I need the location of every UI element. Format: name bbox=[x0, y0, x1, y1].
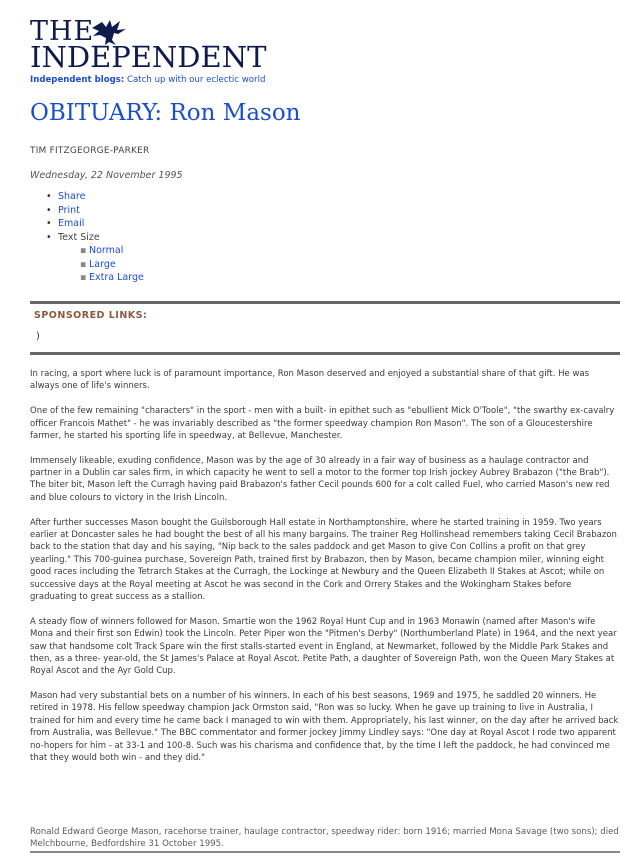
body-paragraph: A steady flow of winners followed for Mason. Smartie won the 1962 Royal Hunt Cup and in 1963 Monawin (named after Mason's wife Mona and their first son Edwin) took the Lincoln. Peter Piper won the "Pitmen's Derby" (Northumberland Plate) in 1964, and the next year saw that handsome colt Track Spare win the first stalls-started event in England, at Newmarket, followed by the Middle Park Stakes and then, as a three- year-old, the St James's Palace at Royal Ascot. Petite Path, a daughter of Sovereign Path, won the Queen Mary Stakes at Royal Ascot and the Ayr Gold Cup. bbox=[30, 616, 617, 677]
sponsored-links-heading: SPONSORED LINKS: bbox=[34, 310, 148, 321]
email-item bbox=[30, 217, 144, 231]
share-item bbox=[30, 190, 144, 204]
body-paragraph: Immensely likeable, exuding confidence, Mason was by the age of 30 already in a fair way of business as a haulage contractor and partner in a Dublin car sales firm, in which capacity he went to sell a motor to the former top Irish jockey Aubrey Brabazon ("the Brab"). The biter bit, Mason left the Curragh having paid Brabazon's father Cecil pounds 600 for a colt called Fuel, who carried Mason's new red and blue colours to victory in the Irish Lincoln. bbox=[30, 455, 610, 503]
obituary-summary: Ronald Edward George Mason, racehorse trainer, haulage contractor, speedway rider: born 1916; married Mona Savage (two sons); died Melchbourne, Bedfordshire 31 October 1995. bbox=[30, 827, 619, 850]
body-paragraph: Mason had very substantial bets on a number of his winners. In each of his best seasons, 1969 and 1975, he saddled 20 winners. He retired in 1978. His fellow speedway champion Jack Ormston said, "Ron was so lucky. When he gave up training to live in Australia, I trained for him and every time he came back I managed to win with them. Appropriately, his last winner, on the day after he arrived back from Australia, was Bellevue." The BBC commentator and former jockey Jimmy Lindley says: "One day at Royal Ascot I rode two apparent no-hopers for him - at 33-1 and 100-8. Such was his charisma and confidence that, by the time I left the paddock, he had convinced me that they would both win - and they did." bbox=[30, 691, 619, 764]
square-bullet-icon: ▪ bbox=[80, 272, 87, 283]
blogs-promo[interactable] bbox=[30, 75, 265, 85]
blogs-link[interactable]: Catch up with our eclectic world bbox=[127, 75, 266, 85]
size-normal-link[interactable]: Normal bbox=[89, 245, 124, 256]
share-link[interactable]: Share bbox=[58, 191, 86, 202]
body-paragraph: In racing, a sport where luck is of paramount importance, Ron Mason deserved and enjoyed a substantial share of that gift. He was always one of life's winners. bbox=[30, 369, 590, 392]
print-item bbox=[30, 204, 144, 218]
divider bbox=[30, 851, 620, 853]
text-size-item bbox=[30, 231, 144, 245]
size-option bbox=[30, 271, 144, 285]
logo-the: THE bbox=[30, 16, 95, 47]
publish-date: Wednesday, 22 November 1995 bbox=[30, 170, 183, 181]
logo-independent: INDEPENDENT bbox=[30, 40, 267, 74]
square-bullet-icon: ▪ bbox=[80, 245, 87, 256]
body-paragraph: After further successes Mason bought the Guilsborough Hall estate in Northamptonshire, where he started training in 1959. Two years earlier at Doncaster sales he had bought the best of all his many bargains. The trainer Reg Hollinshead remembers taking Cecil Brabazon back to the station that day and his saying, "Nip back to the sales paddock and get Mason to give Con Collins a profit on that grey yearling." This 700-guinea purchase, Sovereign Path, trained first by Brabazon, then by Mason, became champion miler, winning eight good races including the Tetrarch Stakes at the Curragh, the Lockinge at Newbury and the Queen Elizabeth II Stakes at Ascot; while on successive days at the Royal meeting at Ascot he was second in the Cork and Orrery Stakes and the Wokingham Stakes before graduating to great success as a stallion. bbox=[30, 517, 617, 602]
author-byline: TIM FITZGEORGE-PARKER bbox=[30, 146, 150, 156]
size-large-link[interactable]: Large bbox=[89, 258, 116, 270]
divider bbox=[30, 352, 620, 355]
independent-logo[interactable] bbox=[30, 18, 290, 74]
size-option bbox=[30, 258, 144, 272]
size-extra-large-link[interactable]: Extra Large bbox=[89, 272, 144, 283]
print-link[interactable]: Print bbox=[58, 204, 80, 216]
text-size-label: Text Size bbox=[58, 231, 100, 243]
square-bullet-icon: ▪ bbox=[80, 258, 87, 270]
bullet-icon: • bbox=[46, 204, 52, 216]
bullet-icon: • bbox=[46, 191, 52, 202]
article-body bbox=[30, 368, 620, 777]
email-link[interactable]: Email bbox=[58, 218, 85, 229]
bullet-icon: • bbox=[46, 218, 52, 229]
blogs-label[interactable]: Independent blogs: bbox=[30, 75, 125, 85]
divider bbox=[30, 301, 620, 304]
article-title: OBITUARY: Ron Mason bbox=[30, 100, 301, 126]
body-paragraph: One of the few remaining "characters" in the sport - men with a built- in epithet such as "ebullient Mick O'Toole", "the swarthy ex-cavalry officer Francois Mathet" - he was invariably described as "the former speedway champion Ron Mason". The son of a Gloucestershire farmer, he started his sporting life in speedway, at Bellevue, Manchester. bbox=[30, 406, 615, 441]
size-option bbox=[30, 244, 144, 258]
sponsored-links-content: ) bbox=[36, 331, 40, 342]
bullet-icon: • bbox=[46, 231, 52, 243]
article-tools bbox=[30, 190, 144, 285]
